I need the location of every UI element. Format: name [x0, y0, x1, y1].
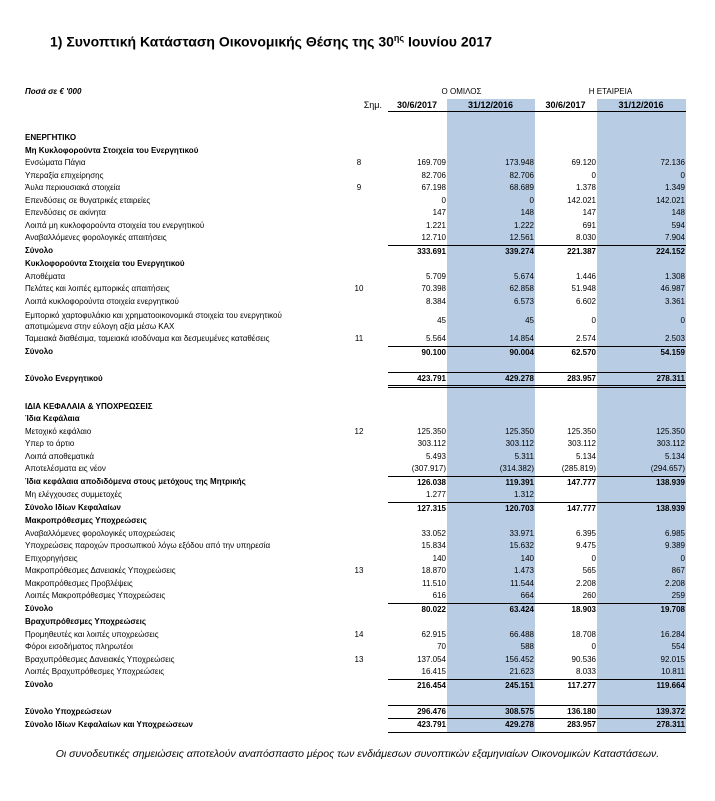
value-company-2016: 139.372: [597, 705, 686, 719]
row-label: Αναβαλλόμενες φορολογικές απαιτήσεις: [25, 233, 167, 243]
value-company-2016: 2.503: [597, 333, 686, 346]
value-company-2017: 69.120: [571, 158, 596, 167]
value-company-2017: 90.536: [571, 654, 596, 664]
blank-row: [25, 359, 686, 372]
value-group-2016: 588: [447, 641, 535, 654]
value-company-2016: 72.136: [597, 157, 686, 170]
value-company-2017: 260: [582, 591, 596, 600]
row-label: Μη Κυκλοφορούντα Στοιχεία του Ενεργητικού: [25, 145, 199, 155]
value-group-2016: 1.312: [447, 489, 535, 502]
value-company-2016: 278.311: [597, 719, 686, 733]
row-label: Βραχυπρόθεσμες Υποχρεώσεις: [25, 617, 146, 626]
note-ref: 14: [354, 629, 364, 639]
spacer-row: [25, 112, 686, 133]
value-group-2017: 70.398: [421, 284, 446, 293]
row-label: Επενδύσεις σε ακίνητα: [25, 208, 106, 217]
row-label: Λοιπά μη κυκλοφορούντα στοιχεία του ενεργητικού: [25, 220, 205, 230]
section-heading-row: [25, 132, 686, 145]
group-header: Ο ΟΜΙΛΟΣ: [441, 87, 482, 96]
value-group-2016: 308.575: [447, 705, 535, 719]
table-row: [25, 528, 686, 541]
table-row: [25, 463, 686, 476]
table-row: [25, 232, 686, 245]
row-label: Λοιπά αποθεματικά: [25, 451, 95, 461]
row-label: Βραχυπρόθεσμες Δανειακές Υποχρεώσεις: [25, 654, 175, 664]
table-row: [25, 283, 686, 296]
row-label: Ταμειακά διαθέσιμα, ταμειακά ισοδύναμα και δεσμευμένες καταθέσεις: [25, 334, 270, 344]
value-group-2017: 90.100: [388, 346, 447, 359]
value-group-2016: 21.623: [447, 666, 535, 679]
table-row: [25, 451, 686, 464]
row-label: Αποθέματα: [25, 271, 66, 281]
row-label: Σύνολο: [25, 246, 54, 256]
row-label: Σύνολο Υποχρεώσεων: [25, 706, 112, 716]
value-group-2016: 125.350: [447, 426, 535, 439]
table-row: [25, 654, 686, 667]
row-label: ΕΝΕΡΓΗΤΙΚΟ: [25, 133, 77, 142]
row-label: Σύνολο Ιδίων Κεφαλαίων και Υποχρεώσεων: [25, 720, 193, 729]
value-company-2016: 19.708: [597, 603, 686, 616]
value-group-2016: 11.544: [447, 578, 535, 591]
section-heading-row: [25, 401, 686, 414]
value-group-2017: 137.054: [417, 654, 446, 664]
total-row: [25, 245, 686, 258]
value-group-2016: 245.151: [447, 679, 535, 692]
row-label: Επενδύσεις σε θυγατρικές εταιρείες: [25, 195, 151, 205]
row-label: Υποχρεώσεις παροχών προσωπικού λόγω εξόδου από την υπηρεσία: [25, 541, 271, 550]
value-company-2016: 303.112: [597, 438, 686, 451]
value-group-2016: 1.222: [447, 220, 535, 233]
note-ref: 10: [354, 284, 364, 293]
table-row: [25, 553, 686, 566]
header-date-row: [25, 99, 686, 112]
units-label: Ποσά σε € '000: [25, 87, 82, 96]
value-group-2016: 66.488: [447, 629, 535, 642]
value-group-2017: 303.112: [417, 439, 446, 448]
title-superscript: ης: [393, 33, 405, 43]
value-group-2016: 5.311: [447, 451, 535, 464]
value-group-2017: 82.706: [421, 170, 446, 180]
header-group-row: [25, 86, 686, 99]
value-group-2016: 664: [447, 590, 535, 603]
value-group-2016: 82.706: [447, 170, 535, 183]
table-row: [25, 426, 686, 439]
value-group-2016: 6.573: [447, 296, 535, 309]
value-company-2017: (285.819): [561, 464, 596, 473]
value-company-2016: 9.389: [597, 540, 686, 553]
value-group-2017: 616: [432, 591, 446, 600]
table-row: [25, 182, 686, 195]
value-group-2016: 63.424: [447, 603, 535, 616]
value-company-2016: 867: [597, 565, 686, 578]
value-company-2017: 147.777: [535, 502, 597, 515]
value-group-2016: 33.971: [447, 528, 535, 541]
value-company-2017: 8.030: [575, 233, 596, 242]
value-company-2017: 117.277: [535, 679, 597, 692]
blank-row: [25, 692, 686, 705]
table-row: [25, 489, 686, 502]
row-label: Μακροπρόθεσμες Υποχρεώσεις: [25, 516, 147, 525]
total-row: [25, 705, 686, 719]
value-group-2016: 429.278: [447, 372, 535, 387]
value-group-2016: 62.858: [447, 283, 535, 296]
value-company-2016: 138.939: [597, 502, 686, 515]
value-group-2017: 296.476: [388, 705, 447, 719]
total-row: [25, 719, 686, 733]
note-ref: 12: [354, 426, 364, 436]
row-label: Κυκλοφορούντα Στοιχεία του Ενεργητικού: [25, 259, 185, 268]
row-label: Λοιπές Βραχυπρόθεσμες Υποχρεώσεις: [25, 667, 165, 677]
total-row: [25, 603, 686, 616]
value-company-2016: 6.985: [597, 528, 686, 541]
statement-title: [50, 33, 492, 50]
value-company-2017: 0: [591, 316, 596, 325]
value-company-2016: 594: [597, 220, 686, 233]
value-company-2016: 54.159: [597, 346, 686, 359]
row-label: Πελάτες και λοιπές εμπορικές απαιτήσεις: [25, 284, 170, 293]
row-label: Υπερ το άρτιο: [25, 439, 75, 448]
table-row: [25, 170, 686, 183]
value-group-2016: 0: [447, 195, 535, 208]
footer-note: Οι συνοδευτικές σημειώσεις αποτελούν αναπόσπαστο μέρος των ενδιάμεσων συνοπτικών εξαμηνιαίων Οικονομικών Καταστάσεων.: [55, 748, 660, 760]
value-group-2016: 148: [447, 207, 535, 220]
value-company-2017: 303.112: [567, 439, 596, 448]
value-group-2017: 125.350: [417, 426, 446, 436]
value-group-2016: 15.632: [447, 540, 535, 553]
value-company-2017: 5.134: [575, 451, 596, 461]
note-column-header: Σημ.: [363, 99, 382, 110]
section-heading-row: [25, 616, 686, 629]
row-label: Εμπορικό χαρτοφυλάκιο και χρηματοοικονομικά στοιχεία του ενεργητικού αποτιμώμενα στην εύλογη αξία μέσω ΚΑΧ: [25, 310, 282, 331]
table-row: [25, 540, 686, 553]
row-label: Σύνολο: [25, 604, 54, 614]
value-group-2017: 18.870: [421, 566, 446, 575]
row-label: Λοιπές Μακροπρόθεσμες Υποχρεώσεις: [25, 591, 166, 601]
value-group-2017: 62.915: [421, 629, 446, 639]
value-group-2016: 12.561: [447, 232, 535, 245]
row-label: Λοιπά κυκλοφορούντα στοιχεία ενεργητικού: [25, 296, 179, 306]
value-group-2016: 14.854: [447, 333, 535, 346]
value-company-2016: 138.939: [597, 476, 686, 489]
value-company-2017: 125.350: [567, 426, 596, 436]
value-company-2016: 0: [597, 170, 686, 183]
value-company-2017: 147: [582, 208, 596, 217]
value-company-2016: 148: [597, 207, 686, 220]
value-company-2016: 2.208: [597, 578, 686, 591]
value-company-2017: 62.570: [535, 346, 597, 359]
value-group-2017: (307.917): [411, 464, 446, 473]
note-ref: 8: [356, 158, 362, 167]
value-company-2017: 6.602: [575, 296, 596, 306]
value-company-2017: 2.208: [575, 578, 596, 588]
value-group-2017: 147: [432, 208, 446, 217]
note-ref: 13: [354, 654, 364, 664]
value-company-2016: 3.361: [597, 296, 686, 309]
value-company-2016: (294.657): [597, 463, 686, 476]
value-group-2016: 120.703: [447, 502, 535, 515]
value-company-2016: 0: [597, 553, 686, 566]
value-group-2016: 68.689: [447, 182, 535, 195]
table-row: [25, 195, 686, 208]
value-group-2017: 169.709: [417, 158, 446, 167]
value-group-2016: 303.112: [447, 438, 535, 451]
row-label: Αποτελέσματα εις νέον: [25, 464, 106, 474]
table-row: [25, 308, 686, 333]
total-row: [25, 502, 686, 515]
value-company-2017: 147.777: [535, 476, 597, 489]
value-company-2017: 51.948: [571, 284, 596, 293]
row-label: Μετοχικό κεφάλαιο: [25, 426, 92, 436]
value-company-2016: 16.284: [597, 629, 686, 642]
row-label: Υπεραξία επιχείρησης: [25, 170, 104, 180]
value-group-2017: 5.709: [425, 271, 446, 281]
value-company-2017: 0: [591, 642, 596, 651]
value-group-2016: 140: [447, 553, 535, 566]
value-company-2017: 18.903: [535, 603, 597, 616]
column-header-group-2016: 31/12/2016: [447, 99, 535, 112]
value-group-2016: 156.452: [447, 654, 535, 667]
value-company-2017: 691: [582, 220, 596, 230]
note-ref: 13: [354, 566, 364, 575]
table-row: [25, 333, 686, 346]
value-group-2017: 140: [432, 553, 446, 563]
value-group-2017: 1.277: [425, 490, 446, 499]
row-label: Αναβαλλόμενες φορολογικές υποχρεώσεις: [25, 528, 176, 538]
value-company-2017: 565: [582, 566, 596, 575]
value-group-2017: 15.834: [421, 541, 446, 550]
value-company-2016: 7.904: [597, 232, 686, 245]
value-group-2017: 70: [437, 642, 446, 651]
total-row: [25, 679, 686, 692]
value-company-2017: 1.378: [575, 183, 596, 192]
value-company-2016: 278.311: [597, 372, 686, 387]
value-company-2017: 283.957: [535, 372, 597, 387]
row-label: Μακροπρόθεσμες Προβλέψεις: [25, 578, 133, 588]
note-ref: 11: [354, 334, 364, 344]
row-label: Σύνολο Ενεργητικού: [25, 374, 103, 383]
value-company-2017: 1.446: [575, 271, 596, 281]
value-group-2017: 216.454: [388, 679, 447, 692]
value-company-2016: 92.015: [597, 654, 686, 667]
value-group-2017: 33.052: [421, 528, 446, 538]
value-company-2016: 1.349: [597, 182, 686, 195]
value-group-2017: 333.691: [388, 245, 447, 258]
row-label: Σύνολο Ιδίων Κεφαλαίων: [25, 503, 121, 513]
title-text: 1) Συνοπτική Κατάσταση Οικονομικής Θέσης της 30: [50, 33, 394, 50]
value-group-2017: 126.038: [388, 476, 447, 489]
value-group-2017: 5.493: [425, 451, 446, 461]
total-row: [25, 346, 686, 359]
row-label: Ενσώματα Πάγια: [25, 158, 86, 167]
value-company-2016: 0: [597, 308, 686, 333]
table-row: [25, 271, 686, 284]
table-row: [25, 220, 686, 233]
value-company-2016: 46.987: [597, 283, 686, 296]
column-header-company-2017: 30/6/2017: [535, 99, 597, 112]
value-group-2017: 12.710: [421, 233, 446, 242]
balance-sheet-table: [25, 86, 686, 733]
table-row: [25, 666, 686, 679]
note-ref: 9: [356, 183, 362, 192]
value-group-2016: 1.473: [447, 565, 535, 578]
value-group-2017: 127.315: [388, 502, 447, 515]
table-row: [25, 578, 686, 591]
company-header: Η ΕΤΑΙΡΕΙΑ: [588, 87, 633, 96]
table-row: [25, 590, 686, 603]
value-group-2017: 423.791: [388, 372, 447, 387]
value-company-2017: 0: [591, 170, 596, 180]
table-row: [25, 629, 686, 642]
title-suffix: Ιουνίου 2017: [404, 33, 492, 50]
value-company-2017: 142.021: [567, 195, 596, 205]
value-company-2016: 119.664: [597, 679, 686, 692]
section-heading-row: [25, 145, 686, 158]
table-row: [25, 565, 686, 578]
row-label: Ίδια Κεφάλαια: [25, 414, 80, 423]
row-label: ΙΔΙΑ ΚΕΦΑΛΑΙΑ & ΥΠΟΧΡΕΩΣΕΙΣ: [25, 401, 153, 411]
value-company-2017: 2.574: [575, 334, 596, 343]
blank-row: [25, 387, 686, 401]
table-row: [25, 641, 686, 654]
value-company-2016: 10.811: [597, 666, 686, 679]
row-label: Άυλα περιουσιακά στοιχεία: [25, 183, 121, 192]
value-group-2017: 0: [441, 195, 446, 205]
value-group-2016: 339.274: [447, 245, 535, 258]
value-group-2016: 45: [447, 308, 535, 333]
row-label: Ίδια κεφάλαια αποδιδόμενα στους μετόχους της Μητρικής: [25, 477, 246, 487]
value-company-2017: 18.708: [571, 629, 596, 639]
value-group-2017: 67.198: [421, 183, 446, 192]
value-company-2017: 221.387: [535, 245, 597, 258]
value-company-2016: 554: [597, 641, 686, 654]
value-company-2017: 0: [591, 553, 596, 563]
value-group-2016: 173.948: [447, 157, 535, 170]
section-heading-row: [25, 258, 686, 271]
value-group-2017: 45: [437, 316, 446, 325]
value-group-2016: 90.004: [447, 346, 535, 359]
column-header-company-2016: 31/12/2016: [597, 99, 686, 112]
row-label: Σύνολο: [25, 347, 54, 357]
column-header-group-2017: 30/6/2017: [388, 99, 447, 112]
value-group-2017: 423.791: [388, 719, 447, 733]
value-group-2017: 16.415: [421, 667, 446, 676]
row-label: Προμηθευτές και λοιπές υποχρεώσεις: [25, 629, 159, 639]
value-group-2017: 5.564: [425, 334, 446, 343]
value-company-2017: 8.033: [575, 667, 596, 676]
section-heading-row: [25, 413, 686, 426]
value-group-2017: 1.221: [425, 220, 446, 230]
row-label: Επιχορηγήσεις: [25, 553, 78, 563]
value-company-2016: 259: [597, 590, 686, 603]
value-company-2016: 125.350: [597, 426, 686, 439]
value-company-2016: 5.134: [597, 451, 686, 464]
value-group-2016: 429.278: [447, 719, 535, 733]
table-row: [25, 296, 686, 309]
value-group-2016: (314.382): [447, 463, 535, 476]
row-label: Φόροι εισοδήματος πληρωτέοι: [25, 642, 133, 651]
value-company-2016: 142.021: [597, 195, 686, 208]
table-row: [25, 438, 686, 451]
row-label: Σύνολο: [25, 680, 54, 690]
value-company-2017: 136.180: [535, 705, 597, 719]
section-heading-row: [25, 515, 686, 528]
value-company-2017: 9.475: [575, 541, 596, 550]
value-group-2017: 11.510: [422, 578, 446, 588]
value-company-2016: 224.152: [597, 245, 686, 258]
value-group-2017: 80.022: [388, 603, 447, 616]
table-row: [25, 157, 686, 170]
row-label: Μακροπρόθεσμες Δανειακές Υποχρεώσεις: [25, 566, 176, 575]
value-company-2017: 283.957: [535, 719, 597, 733]
value-group-2016: 119.391: [447, 476, 535, 489]
row-label: Μη ελέγχουσες συμμετοχές: [25, 490, 122, 500]
total-row: [25, 476, 686, 489]
value-group-2017: 8.384: [425, 296, 446, 306]
total-row: [25, 372, 686, 387]
table-row: [25, 207, 686, 220]
value-company-2016: 1.308: [597, 271, 686, 284]
value-company-2017: 6.395: [575, 528, 596, 538]
value-group-2016: 5.674: [447, 271, 535, 284]
